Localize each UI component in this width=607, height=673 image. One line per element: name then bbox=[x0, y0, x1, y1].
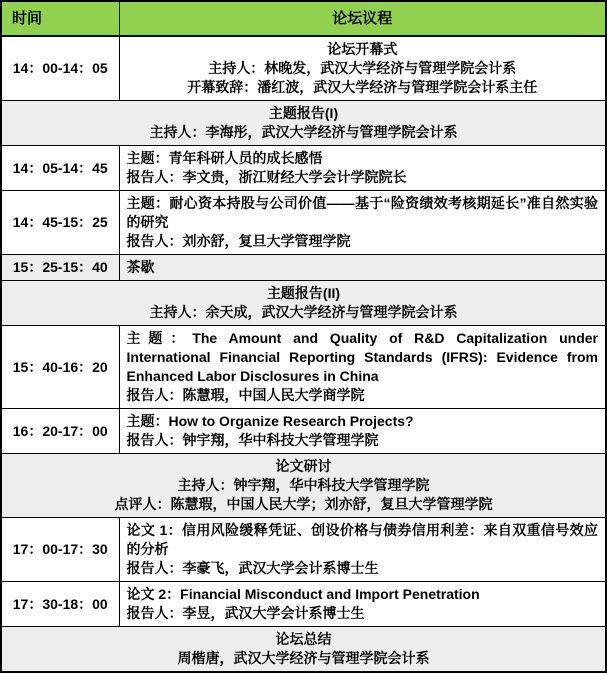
section-cell bbox=[1, 101, 606, 146]
agenda-cell bbox=[119, 146, 606, 191]
agenda-line: 开幕致辞：潘红波，武汉大学经济与管理学院会计系主任 bbox=[187, 79, 538, 95]
time-cell: 14：00-14：05 bbox=[1, 36, 119, 101]
agenda-line: 论文 1：信用风险缓释凭证、创设价格与债券信用利差：来自双重信号效应的分析 bbox=[126, 522, 598, 557]
session-row bbox=[1, 191, 606, 255]
section-row bbox=[1, 101, 606, 146]
agenda-line: 报告人：钟宇翔，华中科技大学管理学院 bbox=[126, 432, 379, 448]
time-cell: 16：20-17：00 bbox=[1, 409, 119, 454]
time-cell: 15：25-15：40 bbox=[1, 255, 119, 281]
time-cell: 17：00-17：30 bbox=[1, 518, 119, 582]
agenda-line: 主题：青年科研人员的成长感悟 bbox=[126, 150, 323, 166]
agenda-line: 主题：How to Organize Research Projects? bbox=[126, 413, 414, 429]
section-row bbox=[1, 281, 606, 326]
section-row bbox=[1, 627, 606, 673]
agenda-line: 主持人：余天成，武汉大学经济与管理学院会计系 bbox=[149, 304, 458, 320]
session-row bbox=[1, 326, 606, 409]
agenda-line: 报告人：李文贵，浙江财经大学会计学院院长 bbox=[126, 169, 407, 185]
agenda-line: 报告人：陈慧瑕，中国人民大学商学院 bbox=[126, 387, 365, 403]
agenda-cell bbox=[119, 582, 606, 627]
agenda-line: 论文 2：Financial Misconduct and Import Penetration bbox=[126, 586, 480, 602]
agenda-line: 主题报告(I) bbox=[268, 105, 339, 121]
agenda-cell bbox=[119, 326, 606, 409]
agenda-line: 主题报告(II) bbox=[266, 285, 341, 301]
session-row bbox=[1, 255, 606, 281]
session-row bbox=[1, 36, 606, 101]
agenda-line: 主持人：林晚发，武汉大学经济与管理学院会计系 bbox=[208, 60, 517, 76]
agenda-line: 报告人：李豪飞，武汉大学会计系博士生 bbox=[126, 560, 379, 576]
time-cell: 14：05-14：45 bbox=[1, 146, 119, 191]
agenda-cell bbox=[119, 36, 606, 101]
agenda-cell bbox=[119, 518, 606, 582]
agenda-line: 论坛总结 bbox=[275, 631, 332, 647]
agenda-line: 茶歇 bbox=[126, 259, 155, 275]
header-row bbox=[1, 1, 606, 36]
agenda-line: 主题：耐心资本持股与公司价值——基于“险资绩效考核期延长”准自然实验的研究 bbox=[126, 195, 598, 230]
section-row bbox=[1, 454, 606, 518]
agenda-line: 报告人：刘亦舒，复旦大学管理学院 bbox=[126, 233, 351, 249]
agenda-line: 报告人：李昱，武汉大学会计系博士生 bbox=[126, 605, 365, 621]
agenda-cell bbox=[119, 409, 606, 454]
session-row bbox=[1, 582, 606, 627]
section-cell bbox=[1, 281, 606, 326]
session-row bbox=[1, 146, 606, 191]
agenda-column-header: 论坛议程 bbox=[119, 1, 606, 36]
time-column-header: 时间 bbox=[1, 1, 119, 36]
agenda-line: 主题：The Amount and Quality of R&D Capitalization under International Financial Reporting Standards (IFRS): Evidence from Enhanced Labor Disclosures in China bbox=[126, 330, 598, 384]
agenda-line: 点评人：陈慧瑕，中国人民大学；刘亦舒，复旦大学管理学院 bbox=[114, 496, 493, 512]
section-cell bbox=[1, 627, 606, 673]
time-cell: 15：40-16：20 bbox=[1, 326, 119, 409]
time-cell: 17：30-18：00 bbox=[1, 582, 119, 627]
agenda-line: 主持人：李海彤，武汉大学经济与管理学院会计系 bbox=[149, 124, 458, 140]
agenda-cell bbox=[119, 255, 606, 281]
agenda-line: 主持人：钟宇翔，华中科技大学管理学院 bbox=[177, 477, 430, 493]
agenda-cell bbox=[119, 191, 606, 255]
agenda-body bbox=[1, 36, 606, 672]
agenda-line: 周楷唐，武汉大学经济与管理学院会计系 bbox=[177, 650, 430, 666]
time-cell: 14：45-15：25 bbox=[1, 191, 119, 255]
agenda-line: 论坛开幕式 bbox=[327, 41, 398, 57]
agenda-line: 论文研讨 bbox=[275, 458, 332, 474]
section-cell bbox=[1, 454, 606, 518]
session-row bbox=[1, 409, 606, 454]
session-row bbox=[1, 518, 606, 582]
